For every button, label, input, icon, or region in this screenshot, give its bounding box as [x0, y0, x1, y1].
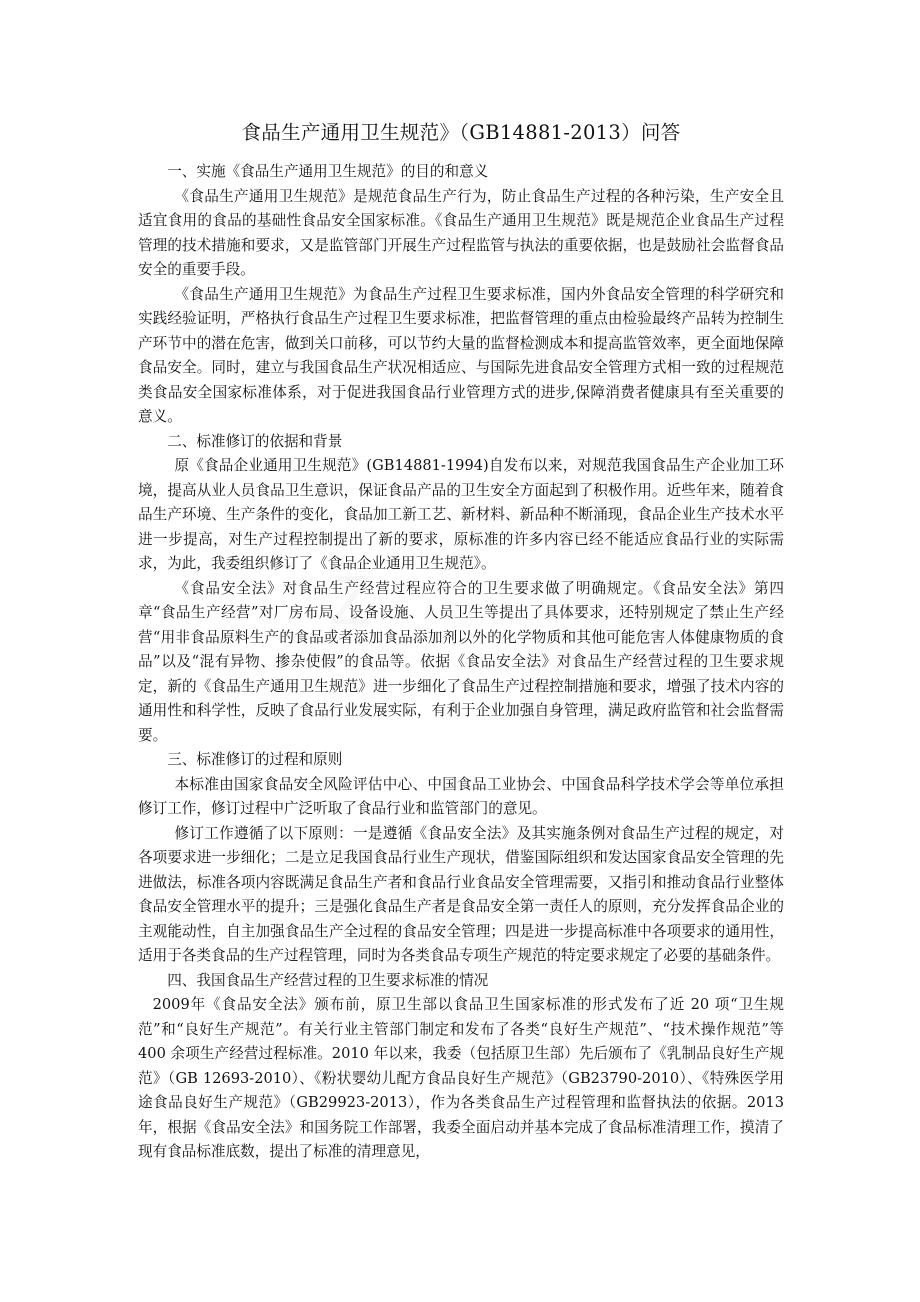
- section-3: [138, 748, 784, 969]
- section-1-paragraph-1: 《食品生产通用卫生规范》是规范食品生产行为，防止食品生产过程的各种污染，生产安全且适宜食用的食品的基础性食品安全国家标准。《食品生产通用卫生规范》既是规范企业食品生产过程管理的技术措施和要求，又是监管部门开展生产过程监管与执法的重要依据，也是鼓励社会监督食品安全的重要手段。: [138, 187, 784, 278]
- section-heading-4: 四、我国食品生产经营过程的卫生要求标准的情况: [167, 971, 489, 989]
- section-heading-3: 三、标准修订的过程和原则: [167, 751, 343, 768]
- section-heading-1: 一、实施《食品生产通用卫生规范》的目的和意义: [167, 163, 489, 180]
- section-2-paragraph-2: 《食品安全法》对食品生产经营过程应符合的卫生要求做了明确规定。《食品安全法》第四章“食品生产经营”对厂房布局、设备设施、人员卫生等提出了具体要求，还特别规定了禁止生产经营“用非食品原料生产的食品或者添加食品添加剂以外的化学物质和其他可能危害人体健康物质的食品”以及“混有异物、掺杂使假”的食品等。依据《食品安全法》对食品生产经营过程的卫生要求规定，新的《食品生产通用卫生规范》进一步细化了食品生产过程控制措施和要求，增强了技术内容的通用性和科学性，反映了食品行业发展实际，有利于企业加强自身管理，满足政府监管和社会监督需要。: [138, 579, 784, 744]
- section-heading-2: 二、标准修订的依据和背景: [167, 432, 343, 450]
- document-page: [138, 118, 784, 1165]
- section-2-paragraph-1: 原《食品企业通用卫生规范》(GB14881-1994)自发布以来，对规范我国食品生产企业加工环境，提高从业人员食品卫生意识，保证食品产品的卫生安全方面起到了积极作用。近些年来，随着食品生产环境、生产条件的变化，食品加工新工艺、新材料、新品种不断涌现，食品企业生产技术水平进一步提高，对生产过程控制提出了新的要求，原标准的许多内容已经不能适应食品行业的实际需求，为此，我委组织修订了《食品企业通用卫生规范》。: [138, 457, 784, 572]
- section-1-paragraph-2: 《食品生产通用卫生规范》为食品生产过程卫生要求标准，国内外食品安全管理的科学研究和实践经验证明，严格执行食品生产过程卫生要求标准，把监督管理的重点由检验最终产品转为控制生产环节中的潜在危害，做到关口前移，可以节约大量的监督检测成本和提高监管效率，更全面地保障食品安全。同时，建立与我国食品生产状况相适应、与国际先进食品安全管理方式相一致的过程规范类食品安全国家标准体系，对于促进我国食品行业管理方式的进步,保障消费者健康具有至关重要的意义。: [138, 285, 784, 425]
- section-1: [138, 160, 784, 430]
- section-4-paragraph-1: 2009年《食品安全法》颁布前，原卫生部以食品卫生国家标准的形式发布了近 20 项“卫生规范”和“良好生产规范”。有关行业主管部门制定和发布了各类“良好生产规范”、“技术操作规范”等 400 余项生产经营过程标准。2010 年以来，我委（包括原卫生部）先后颁布了《乳制品良好生产规范》（GB 12693-2010）、《粉状婴幼儿配方食品良好生产规范》（GB23790-2010）、《特殊医学用途食品良好生产规范》（GB29923-2013），作为各类食品生产过程管理和监督执法的依据。2013 年，根据《食品安全法》和国务院工作部署，我委全面启动并基本完成了食品标准清理工作，摸清了现有食品标准底数，提出了标准的清理意见，: [138, 996, 784, 1160]
- section-4: [138, 969, 784, 1165]
- section-2: [138, 430, 784, 749]
- section-3-paragraph-1: 本标准由国家食品安全风险评估中心、中国食品工业协会、中国食品科学技术学会等单位承担修订工作，修订过程中广泛听取了食品行业和监管部门的意见。: [138, 775, 784, 817]
- section-3-paragraph-2: 修订工作遵循了以下原则：一是遵循《食品安全法》及其实施条例对食品生产过程的规定，对各项要求进一步细化；二是立足我国食品行业生产现状，借鉴国际组织和发达国家食品安全管理的先进做法，标准各项内容既满足食品生产者和食品行业食品安全管理需要，又指引和推动食品行业整体食品安全管理水平的提升；三是强化食品生产者是食品安全第一责任人的原则，充分发挥食品企业的主观能动性，自主加强食品生产全过程的食品安全管理；四是进一步提高标准中各项要求的通用性，适用于各类食品的生产过程管理，同时为各类食品专项生产规范的特定要求规定了必要的基础条件。: [138, 824, 784, 964]
- document-title: 食品生产通用卫生规范》（GB14881-2013）问答: [241, 121, 681, 144]
